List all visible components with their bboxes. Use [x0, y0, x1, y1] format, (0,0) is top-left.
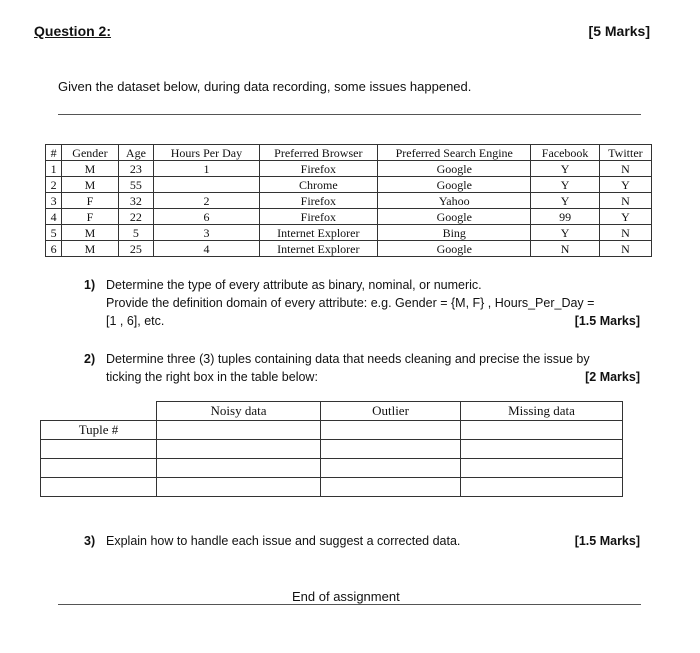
- item-text-line: Explain how to handle each issue and suggest a corrected data.: [106, 534, 461, 548]
- header-cell: Missing data: [461, 402, 623, 421]
- item-number: 2): [84, 352, 96, 366]
- cell: N: [531, 241, 599, 257]
- item-marks: [2 Marks]: [585, 370, 640, 384]
- cell: 5: [46, 225, 62, 241]
- table-row: [46, 241, 652, 257]
- cell: Firefox: [259, 193, 378, 209]
- cell: Y: [599, 209, 651, 225]
- cell: N: [599, 161, 651, 177]
- header-cell: Noisy data: [157, 402, 321, 421]
- cell: 22: [118, 209, 154, 225]
- table-row: [41, 478, 623, 497]
- cell: Firefox: [259, 209, 378, 225]
- dataset-header-row: [46, 145, 652, 161]
- cell: Google: [378, 241, 531, 257]
- cell: N: [599, 225, 651, 241]
- checkbox-cell[interactable]: [157, 478, 321, 497]
- cell: Bing: [378, 225, 531, 241]
- cell: N: [599, 241, 651, 257]
- cell: 23: [118, 161, 154, 177]
- cell: Google: [378, 209, 531, 225]
- checkbox-cell[interactable]: [321, 421, 461, 440]
- table-row: [41, 421, 623, 440]
- cell: 3: [154, 225, 259, 241]
- table-row: [46, 209, 652, 225]
- cell: 55: [118, 177, 154, 193]
- item-text-line: [1 , 6], etc.: [106, 314, 165, 328]
- cell: Y: [531, 225, 599, 241]
- item-number: 3): [84, 534, 96, 548]
- header-cell: Gender: [62, 145, 118, 161]
- cell: 1: [154, 161, 259, 177]
- checkbox-cell[interactable]: [461, 478, 623, 497]
- cell: M: [62, 177, 118, 193]
- checkbox-cell[interactable]: [157, 459, 321, 478]
- header-cell: Twitter: [599, 145, 651, 161]
- cell: 2: [46, 177, 62, 193]
- cleaning-table: [40, 401, 623, 497]
- table-row: [46, 177, 652, 193]
- item-text-line: Determine three (3) tuples containing data that needs cleaning and precise the issue by: [106, 352, 590, 366]
- checkbox-cell[interactable]: [157, 440, 321, 459]
- cell: M: [62, 241, 118, 257]
- cell: Google: [378, 177, 531, 193]
- checkbox-cell[interactable]: [157, 421, 321, 440]
- checkbox-cell[interactable]: [461, 421, 623, 440]
- cell: 6: [46, 241, 62, 257]
- intro-text: Given the dataset below, during data recording, some issues happened.: [58, 79, 472, 94]
- tuple-cell[interactable]: [41, 440, 157, 459]
- cell: Internet Explorer: [259, 225, 378, 241]
- row-label: Tuple #: [41, 421, 157, 440]
- checkbox-cell[interactable]: [461, 459, 623, 478]
- checkbox-cell[interactable]: [321, 440, 461, 459]
- item-marks: [1.5 Marks]: [574, 314, 640, 328]
- table-row: [46, 193, 652, 209]
- table-row: [41, 459, 623, 478]
- cell: 25: [118, 241, 154, 257]
- table-row: [46, 225, 652, 241]
- header-cell: Outlier: [321, 402, 461, 421]
- cell: F: [62, 209, 118, 225]
- divider: [58, 114, 641, 115]
- item-number: 1): [84, 278, 96, 292]
- cell: Y: [599, 177, 651, 193]
- header-cell: Facebook: [531, 145, 599, 161]
- checkbox-cell[interactable]: [321, 478, 461, 497]
- tuple-cell[interactable]: [41, 478, 157, 497]
- question-marks: [5 Marks]: [588, 23, 650, 39]
- divider: [58, 604, 641, 605]
- header-cell: Preferred Search Engine: [378, 145, 531, 161]
- cell: 4: [46, 209, 62, 225]
- cell: 4: [154, 241, 259, 257]
- cell: 2: [154, 193, 259, 209]
- tuple-cell[interactable]: [41, 459, 157, 478]
- cleaning-header-row: [41, 402, 623, 421]
- cell: Internet Explorer: [259, 241, 378, 257]
- table-row: [41, 440, 623, 459]
- cell: 3: [46, 193, 62, 209]
- cell: [154, 177, 259, 193]
- cell: M: [62, 161, 118, 177]
- cell: 1: [46, 161, 62, 177]
- cell: N: [599, 193, 651, 209]
- item-text-line: ticking the right box in the table below:: [106, 370, 318, 384]
- cell: Google: [378, 161, 531, 177]
- question-title: Question 2:: [34, 23, 112, 39]
- item-text-line: Provide the definition domain of every attribute: e.g. Gender = {M, F} , Hours_Per_Day =: [106, 296, 595, 310]
- cell: Y: [531, 161, 599, 177]
- cell: F: [62, 193, 118, 209]
- blank-corner: [41, 402, 157, 421]
- header-cell: Preferred Browser: [259, 145, 378, 161]
- cell: Yahoo: [378, 193, 531, 209]
- cell: Y: [531, 193, 599, 209]
- header-cell: #: [46, 145, 62, 161]
- header-cell: Hours Per Day: [154, 145, 259, 161]
- header-cell: Age: [118, 145, 154, 161]
- cell: 5: [118, 225, 154, 241]
- item-text-line: Determine the type of every attribute as binary, nominal, or numeric.: [106, 278, 482, 292]
- cell: 6: [154, 209, 259, 225]
- checkbox-cell[interactable]: [461, 440, 623, 459]
- cell: Chrome: [259, 177, 378, 193]
- table-row: [46, 161, 652, 177]
- item-marks: [1.5 Marks]: [574, 534, 640, 548]
- cell: 32: [118, 193, 154, 209]
- cell: 99: [531, 209, 599, 225]
- cell: Firefox: [259, 161, 378, 177]
- cell: Y: [531, 177, 599, 193]
- end-of-assignment: End of assignment: [292, 589, 400, 604]
- checkbox-cell[interactable]: [321, 459, 461, 478]
- cell: M: [62, 225, 118, 241]
- dataset-table: [45, 144, 652, 257]
